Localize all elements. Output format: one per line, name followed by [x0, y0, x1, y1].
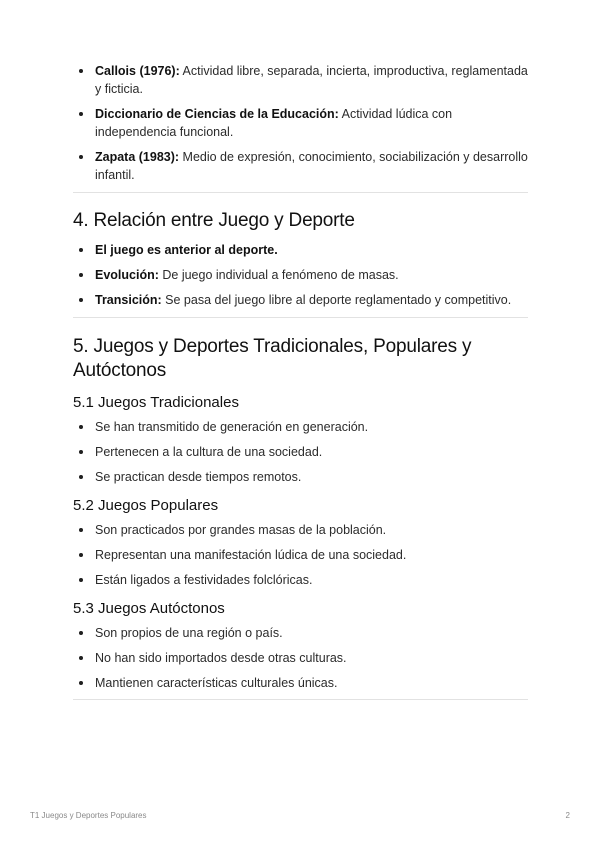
subsection-5-1-list — [73, 418, 528, 486]
footer-page-number: 2 — [565, 811, 570, 820]
page-footer — [30, 811, 570, 820]
section-4-list — [73, 241, 528, 309]
definitions-list — [73, 62, 528, 184]
definition: Actividad libre, separada, incierta, improductiva, reglamentada y ficticia. — [95, 64, 528, 96]
list-item: Son propios de una región o país. — [73, 624, 528, 642]
definition: Se pasa del juego libre al deporte reglamentado y competitivo. — [161, 293, 512, 307]
list-item — [73, 148, 528, 184]
term: Callois (1976): — [95, 64, 180, 78]
term: Evolución: — [95, 268, 159, 282]
list-item — [73, 62, 528, 98]
list-item: Mantienen características culturales únicas. — [73, 674, 528, 692]
divider — [73, 317, 528, 318]
list-item: Representan una manifestación lúdica de una sociedad. — [73, 546, 528, 564]
term: Zapata (1983): — [95, 150, 180, 164]
subsection-5-2-list — [73, 521, 528, 589]
list-item: Están ligados a festividades folclóricas. — [73, 571, 528, 589]
list-item — [73, 291, 528, 309]
list-item — [73, 266, 528, 284]
term: Transición: — [95, 293, 162, 307]
divider — [73, 192, 528, 193]
term: El juego es anterior al deporte. — [95, 243, 278, 257]
list-item: Pertenecen a la cultura de una sociedad. — [73, 443, 528, 461]
list-item: No han sido importados desde otras culturas. — [73, 649, 528, 667]
definition: Medio de expresión, conocimiento, sociabilización y desarrollo infantil. — [95, 150, 528, 182]
footer-document-title: T1 Juegos y Deportes Populares — [30, 811, 147, 820]
section-4-heading: 4. Relación entre Juego y Deporte — [73, 210, 355, 231]
definition: De juego individual a fenómeno de masas. — [158, 268, 399, 282]
list-item: Son practicados por grandes masas de la población. — [73, 521, 528, 539]
list-item: Se han transmitido de generación en generación. — [73, 418, 528, 436]
subsection-heading-5-2: 5.2 Juegos Populares — [73, 497, 219, 514]
subsection-5-3-list — [73, 624, 528, 692]
section-5-heading: 5. Juegos y Deportes Tradicionales, Populares y Autóctonos — [73, 336, 472, 381]
list-item: Se practican desde tiempos remotos. — [73, 468, 528, 486]
list-item — [73, 241, 528, 259]
term: Diccionario de Ciencias de la Educación: — [95, 107, 339, 121]
page-content — [73, 62, 528, 700]
divider — [73, 699, 528, 700]
subsection-heading-5-1: 5.1 Juegos Tradicionales — [73, 394, 239, 411]
subsection-heading-5-3: 5.3 Juegos Autóctonos — [73, 600, 225, 617]
definition: Actividad lúdica con independencia funcional. — [95, 107, 453, 139]
list-item — [73, 105, 528, 141]
